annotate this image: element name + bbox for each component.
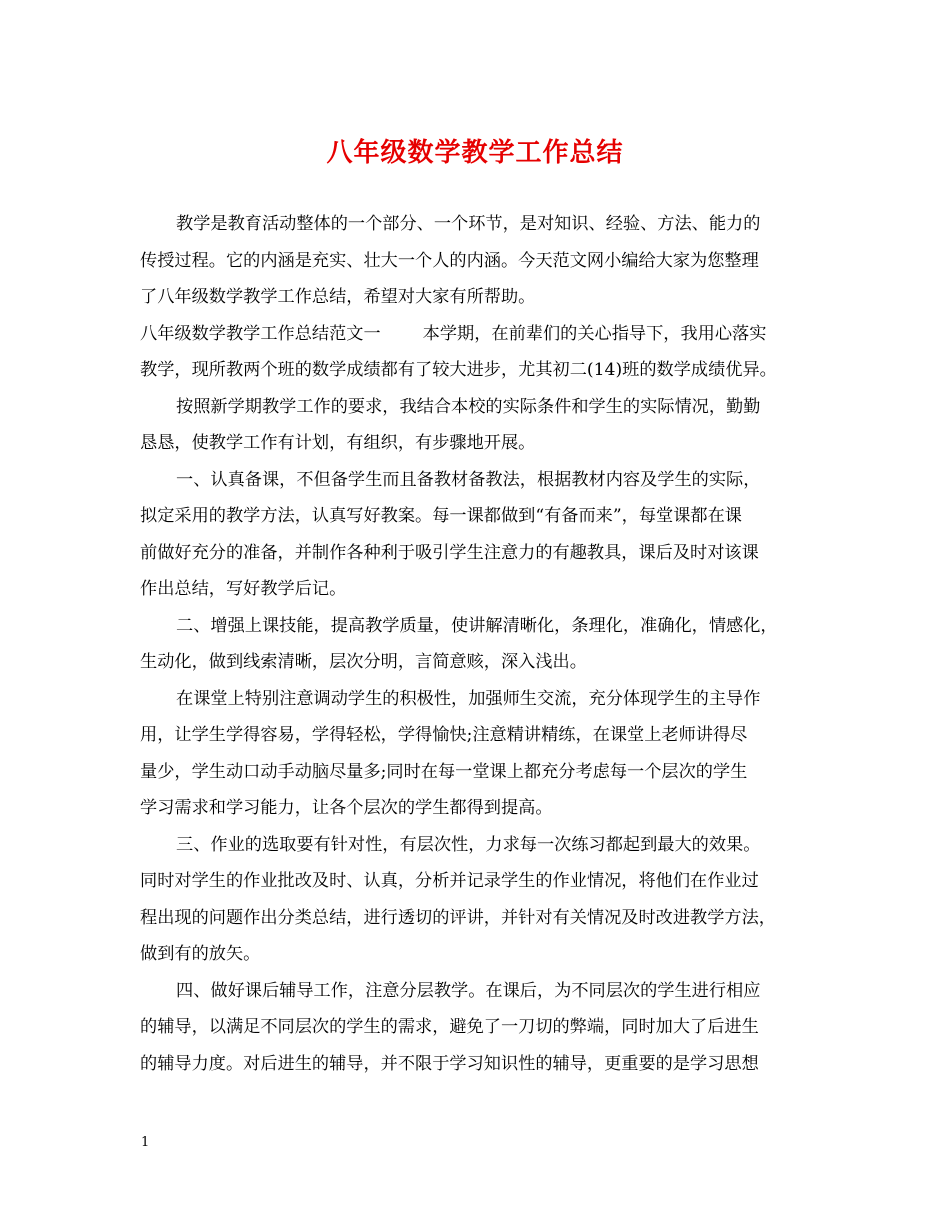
text-line-content: 生动化，做到线索清晰，层次分明，言简意赅，深入浅出。 xyxy=(140,652,587,672)
page-number: 1 xyxy=(141,1135,150,1150)
text-line-content: 程出现的问题作出分类总结，进行透切的评讲，并针对有关情况及时改进教学方法， xyxy=(140,907,776,928)
text-line xyxy=(140,1009,830,1046)
text-line-content: 三、作业的选取要有针对性，有层次性，力求每一次练习都起到最大的效果。 xyxy=(176,834,761,855)
text-line-content: 教学是教育活动整体的一个部分、一个环节，是对知识、经验、方法、能力的 xyxy=(176,214,761,234)
text-line xyxy=(140,973,830,1010)
text-line xyxy=(140,754,830,791)
text-line xyxy=(140,206,830,243)
text-line xyxy=(140,608,830,645)
text-line-content: 前做好充分的准备，并制作各种利于吸引学生注意力的有趣教具，课后及时对该课 xyxy=(140,542,759,563)
document-title: 八年级数学教学工作总结 xyxy=(326,138,624,168)
text-line xyxy=(140,936,830,973)
text-line-content: 做到有的放矢。 xyxy=(140,944,261,964)
text-line-content: 作出总结，写好教学后记。 xyxy=(140,579,347,599)
text-line-content: 量少，学生动口动手动脑尽量多;同时在每一堂课上都充分考虑每一个层次的学生 xyxy=(140,761,748,782)
text-line-content: 一、认真备课，不但备学生而且备教材备教法，根据教材内容及学生的实际， xyxy=(176,469,761,490)
text-line xyxy=(140,863,830,900)
text-line-content: 在课堂上特别注意调动学生的积极性，加强师生交流，充分体现学生的主导作 xyxy=(176,688,761,709)
text-line xyxy=(140,571,830,608)
text-line xyxy=(140,717,830,754)
text-line xyxy=(140,1046,830,1083)
text-line xyxy=(140,352,830,389)
text-line xyxy=(140,498,830,535)
text-line-content: 的辅导，以满足不同层次的学生的需求，避免了一刀切的弊端，同时加大了后进生 xyxy=(140,1017,759,1037)
text-line-content: 传授过程。它的内涵是充实、壮大一个人的内涵。今天范文网小编给大家为您整理 xyxy=(140,250,759,271)
text-line-content: 的辅导力度。对后进生的辅导，并不限于学习知识性的辅导，更重要的是学习思想 xyxy=(140,1053,759,1074)
text-line-content: 学习需求和学习能力，让各个层次的学生都得到提高。 xyxy=(140,798,553,818)
text-line-content: 教学，现所教两个班的数学成绩都有了较大进步，尤其初二(14)班的数学成绩优异。 xyxy=(140,360,777,380)
text-line xyxy=(140,900,830,937)
text-line-content: 八年级数学教学工作总结范文一 xyxy=(140,323,381,344)
text-line-continuation: 本学期，在前辈们的关心指导下，我用心落实 xyxy=(422,323,767,344)
text-line xyxy=(140,535,830,572)
text-line xyxy=(140,425,830,462)
text-line xyxy=(140,316,830,353)
text-line-content: 了八年级数学教学工作总结，希望对大家有所帮助。 xyxy=(140,287,536,307)
text-line xyxy=(140,279,830,316)
document-body xyxy=(140,206,830,1082)
text-line-content: 用，让学生学得容易，学得轻松，学得愉快;注意精讲精练，在课堂上老师讲得尽 xyxy=(140,725,748,745)
text-line xyxy=(140,644,830,681)
text-line xyxy=(140,389,830,426)
text-line-content: 四、做好课后辅导工作，注意分层教学。在课后，为不同层次的学生进行相应 xyxy=(176,980,761,1001)
text-line-content: 拟定采用的教学方法，认真写好教案。每一课都做到“有备而来”，每堂课都在课 xyxy=(140,506,742,526)
text-line xyxy=(140,827,830,864)
text-line-content: 按照新学期教学工作的要求，我结合本校的实际条件和学生的实际情况，勤勤 xyxy=(176,396,761,417)
text-line xyxy=(140,243,830,280)
text-line xyxy=(140,462,830,499)
text-line-content: 二、增强上课技能，提高教学质量，使讲解清晰化，条理化，准确化，情感化， xyxy=(176,615,778,636)
text-line xyxy=(140,681,830,718)
text-line xyxy=(140,790,830,827)
text-line-content: 恳恳，使教学工作有计划，有组织，有步骤地开展。 xyxy=(140,433,536,453)
text-line-content: 同时对学生的作业批改及时、认真，分析并记录学生的作业情况，将他们在作业过 xyxy=(140,871,759,891)
